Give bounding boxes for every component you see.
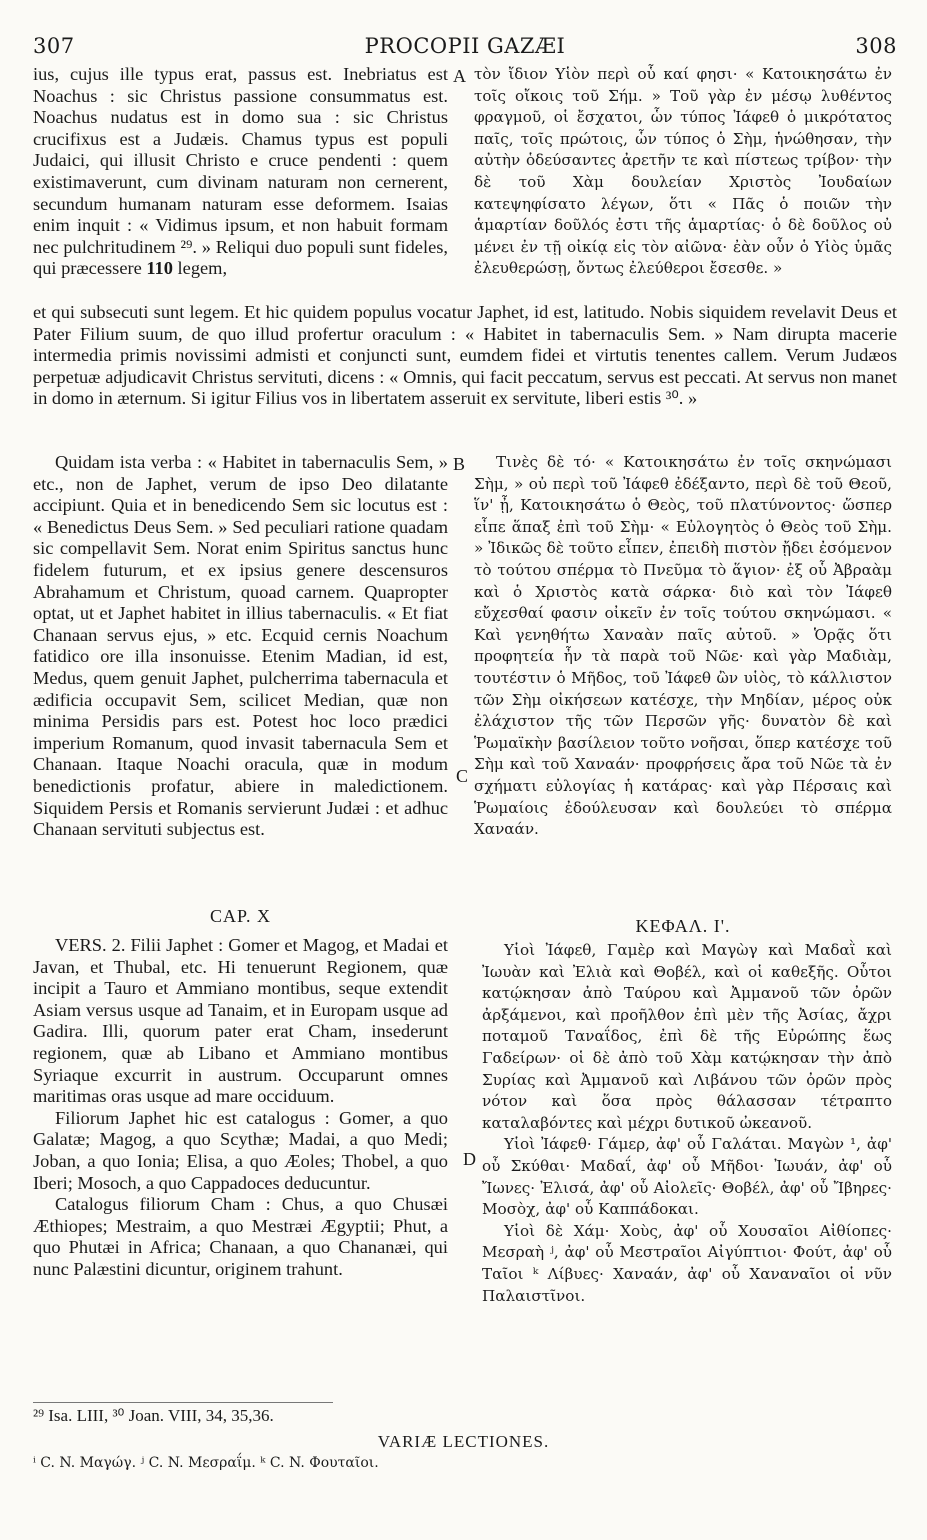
latin-paragraph: Catalogus filiorum Cham : Chus, a quo Chusæi Æthiopes; Mestraim, a quo Mestræi Ægyptii; Phut, a quo Phutæi in Africa; Chanaan, a quo Chananæi, qui nunc Palæstini dicuntur, originem trahunt. [33, 1194, 448, 1279]
page-number-left: 307 [33, 34, 75, 58]
margin-marker-a: A [453, 66, 466, 86]
greek-paragraph: Υἱοὶ δὲ Χάμ· Χοὺς, ἀφ' οὗ Χουσαῖοι Αἰθίοπες· Μεσραὴ ʲ, ἀφ' οὗ Μεστραῖοι Αἰγύπτιοι· Φούτ, ἀφ' οὗ Ταῖοι ᵏ Λίβυες· Χαναάν, ἀφ' οὗ Χαναναῖοι οἱ νῦν Παλαιστῖνοι. [482, 1221, 892, 1305]
chapter-heading-greek: ΚΕΦΑΛ. Ι'. [635, 916, 731, 936]
page-number-right: 308 [855, 34, 897, 58]
margin-marker-c: C [456, 766, 469, 786]
latin-column-b [33, 452, 448, 841]
margin-marker-b: B [453, 454, 466, 474]
greek-paragraph: Υἱοὶ Ἰάφεθ· Γάμερ, ἀφ' οὗ Γαλάται. Μαγὼν ¹, ἀφ' οὗ Σκύθαι· Μαδαΐ, ἀφ' οὗ Μῆδοι· Ἰωυάν, ἀφ' οὗ Ἴωνες· Ἐλισά, ἀφ' οὗ Αἰολεῖς· Θοβέλ, ἀφ' οὗ Ἴβηρες· Μοσὸχ, ἀφ' οὗ Καππάδοκαι. [482, 1135, 892, 1219]
running-title: PROCOPII GAZÆI [364, 34, 566, 58]
latin-column-top [33, 64, 448, 280]
sigil-text: 110 [146, 258, 173, 279]
greek-column-d [482, 940, 892, 1307]
footnote-rule [33, 1402, 333, 1403]
margin-marker-d: D [463, 1149, 476, 1169]
latin-paragraph: VERS. 2. Filii Japhet : Gomer et Magog, et Madai et Javan, et Thubal, etc. Hi tenuerunt Regionem, quæ incipit a Tauro et Ammiano montibus, seque extendit Asiam versus usque ad Tanaim, et in Europam usque ad Gadira. Illi, quorum pater erat Cham, insederunt regionem, quæ ab Libano et Ammiano montibus Syriaque excurrit in austrum. Occuparunt omnes maritimas oras usque ad mare occiduum. [33, 935, 448, 1107]
chapter-heading-latin: CAP. X [209, 906, 272, 926]
greek-paragraph: Υἱοὶ Ἰάφεθ, Γαμὲρ καὶ Μαγὼγ καὶ Μαδαῒ καὶ Ἰωυὰν καὶ Ἐλιὰ καὶ Θοβέλ, καὶ οἱ καθεξῆς. Οὗτοι κατῴκησαν ἀπὸ Ταύρου καὶ Ἀμμανοῦ τῶν ὀρῶν ἀρξάμενοι, καὶ προῆλθον ἐπὶ μὲν τῆς Ἀσίας, ἄχρι ποταμοῦ Ταναΐδος, ἐπὶ δὲ τῆς Εὐρώπης ἕως Γαδείρων· οἱ δὲ ἀπὸ τοῦ Χὰμ κατῴκησαν τὴν ἀπὸ Συρίας καὶ Ἀμμανοῦ καὶ Λιβάνου τῶν ὀρῶν πρὸς νότον καὶ ὅσα πρὸς θάλασσαν τέτραπτο καταλαβόντες καὶ μέχρι δυτικοῦ ὠκεανοῦ. [482, 941, 892, 1132]
greek-column-b [474, 452, 892, 841]
latin-column-d [33, 935, 448, 1281]
latin-paragraph: Quidam ista verba : « Habitet in tabernaculis Sem, » etc., non de Japhet, verum de ipso Deo dilatante accipiunt. Quia et in benedicendo Sem sic locutus est : « Benedictus Deus Sem. » Sed peculiari ratione quadam sic compellavit Sem. Norat enim Spiritus sanctus hunc fidelem futurum, et ex ipsius genere descensuros Abrahamum et Christum, quoad carnem. Quapropter optat, ut et Japhet habitet in illius tabernaculis. « Et fiat Chanaan servus ejus, » etc. Ecquid cernis Noachum fatidico ore illa insonuisse. Etenim Madian, id est, Medus, quem genuit Japhet, pulcherrima tabernacula et ædificia occupavit Sem, scilicet Median, quæ non minima Persidis pars est. Potest hoc loco prædici imperium Romanum, quod invasit tabernacula Sem et Chanaan. Itaque Noachi oracula, quæ in modum benedictionis profatur, abiere in maledictionem. Siquidem Persis et Romanis servierunt Judæi : et adhuc Chanaan servituti subjectus est. [33, 452, 448, 840]
latin-paragraph: Filiorum Japhet hic est catalogus : Gomer, a quo Galatæ; Magog, a quo Scythæ; Madai, a quo Medi; Joban, a quo Ionia; Elisa, a quo Æoles; Thobel, a quo Iberi; Mosoch, a quo Cappadoces deducuntur. [33, 1107, 448, 1193]
variae-lectiones-line: ⁱ C. N. Μαγώγ. ʲ C. N. Μεσραΐμ. ᵏ C. N. Φουταῖοι. [33, 1455, 379, 1471]
greek-paragraph: τὸν ἴδιον Υἱὸν περὶ οὗ καί φησι· « Κατοικησάτω ἐν τοῖς οἴκοις τοῦ Σήμ. » Τοῦ γὰρ ἐν μέσῳ λυθέντος φραγμοῦ, οἱ ἔσχατοι, ὧν τύπος Ἰάφεθ ὁ μικρότατος παῖς, τοῖς πρώτοις, ὧν τύπος ὁ Σὴμ, ἡνώθησαν, τὴν αὐτὴν ὁδεύσαντες ἀρετῆν τε καὶ πίστεως τρίβον· τὴν δὲ τοῦ Χὰμ δουλείαν Χριστὸς Ἰουδαίων κατεψηφίσατο λέγων, ὅτι « Πᾶς ὁ ποιῶν τὴν ἁμαρτίαν δοῦλός ἐστι τῆς ἁμαρτίας· ὁ δὲ δοῦλος οὐ μένει ἐν τῇ οἰκίᾳ εἰς τὸν αἰῶνα· ἐὰν οὖν ὁ Υἱὸς ὑμᾶς ἐλευθερώσῃ, ὄντως ἐλεύθεροι ἔσεσθε. » [474, 65, 892, 278]
page-header [33, 34, 897, 64]
greek-paragraph: Τινὲς δὲ τό· « Κατοικησάτω ἐν τοῖς σκηνώμασι Σὴμ, » οὐ περὶ τοῦ Ἰάφεθ ἐδέξαντο, περὶ δὲ τοῦ Θεοῦ, ἵν' ᾖ, Κατοικησάτω ὁ Θεὸς, τοῦ πλατύνοντος· ὥσπερ εἶπε ἅπαξ ἐπὶ τοῦ Σὴμ· « Εὐλογητὸς ὁ Θεὸς τοῦ Σὴμ. » Ἰδικῶς δὲ τοῦτο εἶπεν, ἐπειδὴ πιστὸν ᾔδει ἐσόμενον τὸ τούτου σπέρμα τὸ Πνεῦμα τὸ ἅγιον· ἐξ οὗ Ἀβραὰμ καὶ ὁ Χριστὸς κατὰ σάρκα· διὸ καὶ τὸν Ἰάφεθ εὔχεσθαί φασιν οἰκεῖν ἐν τοῖς τούτου σκηνώμασι. « Καὶ γενηθήτω Χαναὰν παῖς αὐτοῦ. » Ὁρᾷς ὅτι προφητεία ἦν τὰ παρὰ τοῦ Νῶε· καὶ γὰρ Μαδιὰμ, τουτέστιν ὁ Μῆδος, τοῦ Ἰάφεθ ὢν υἱὸς, τὸ κάλλιστον τῶν Σὴμ οἰκήσεων κατέσχε, τὴν Μηδίαν, μέρος οὐκ ἐλάχιστον τῆς τῶν Περσῶν γῆς· δυνατὸν δὲ καὶ Ῥωμαϊκὴν βασίλειον τοῦτο νοῆσαι, ὅπερ κατέσχε τοῦ Σὴμ καὶ τοῦ Χαναάν· προφρήσεις ἄρα τοῦ Νῶε τὰ ἐν σχήματι εὐλογίας ἡ κατάρας· καὶ γὰρ Πέρσαις καὶ Ῥωμαίοις ἐδούλευσαν καὶ δουλεύει τὸ σπέρμα Χαναάν. [474, 453, 892, 839]
greek-column-top [474, 64, 892, 280]
latin-paragraph: ius, cujus ille typus erat, passus est. Inebriatus est Noachus : sic Christus passione consummatus est. Noachus nudatus est in domo sua : sic Christus crucifixus est a Judæis. Chamus typus est populi Judaici, qui illusit Christo e cruce pendenti : quem existimaverunt, cum divinam naturam non cernerent, secundum humanam naturam esse deformem. Isaias enim inquit : « Vidimus ipsum, et non habuit formam nec pulchritudinem ²⁹. » Reliqui duo populi sunt fideles, qui præcessere 110 legem, [33, 64, 448, 279]
variae-lectiones-title: VARIÆ LECTIONES. [377, 1432, 550, 1451]
full-width-paragraph: et qui subsecuti sunt legem. Et hic quidem populus vocatur Japhet, id est, latitudo. Nobis siquidem revelavit Deus et Pater Filium suum, de quo illud profertur oraculum : « Habitet in tabernaculis Sem. » Nam dirupta macerie intermedia primis novissimi admisti et conjuncti sunt, eumdem fidei et virtutis tenentes callem. Verum Judæos perpetuæ adjudicavit Christus servituti, dicens : « Omnis, qui facit peccatum, servus est peccati. At servus non manet in domo in æternum. Si igitur Filius vos in libertatem asseruit ex servitute, liberi estis ³⁰. » [33, 302, 897, 409]
footnotes: ²⁹ Isa. LIII, ³⁰ Joan. VIII, 34, 35,36. [33, 1406, 274, 1425]
